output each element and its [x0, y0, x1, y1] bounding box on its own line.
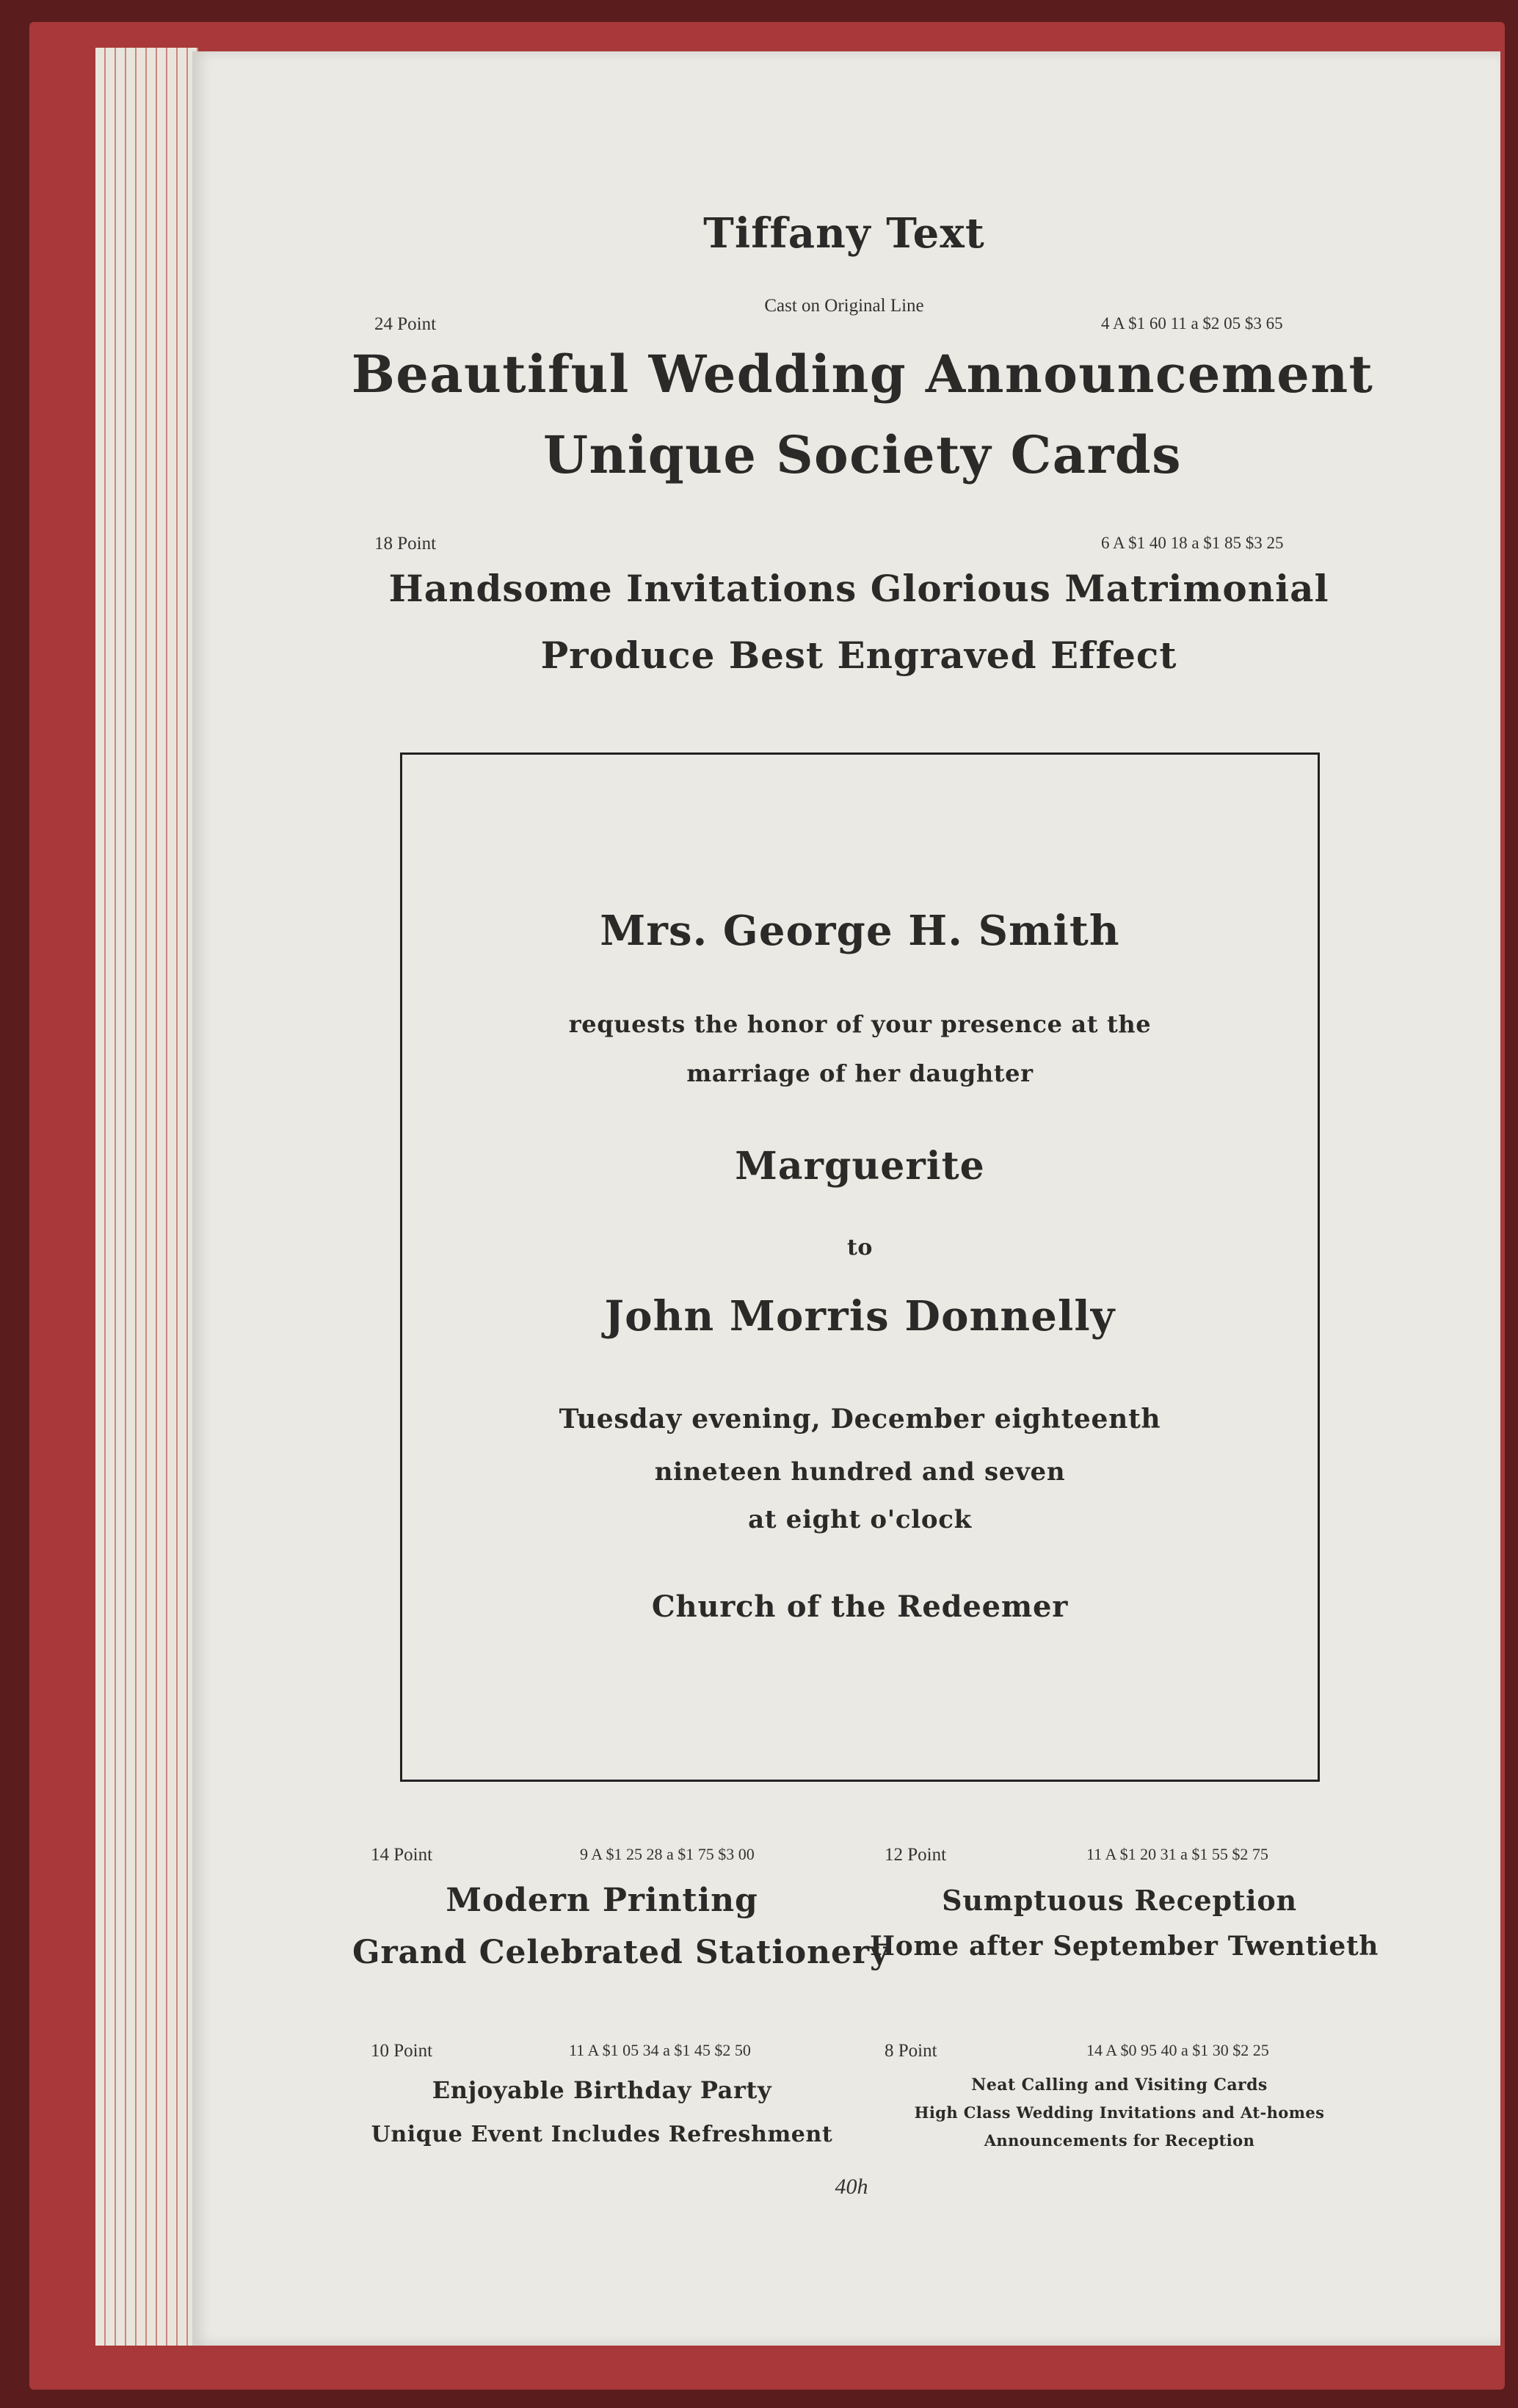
- invitation-groom: John Morris Donnelly: [604, 1292, 1116, 1341]
- size-10-line-1: Enjoyable Birthday Party: [432, 2076, 772, 2104]
- size-12-line-2: Home after September Twentieth: [870, 1931, 1379, 1962]
- size-24-prices: 4 A $1 60 11 a $2 05 $3 65: [1101, 314, 1283, 333]
- size-8-line-1: Neat Calling and Visiting Cards: [971, 2075, 1268, 2095]
- size-8-line-2: High Class Wedding Invitations and At-homes: [914, 2103, 1325, 2122]
- size-12-line-1: Sumptuous Reception: [942, 1884, 1297, 1917]
- size-8-line-3: Announcements for Reception: [984, 2131, 1255, 2150]
- size-18-prices: 6 A $1 40 18 a $1 85 $3 25: [1101, 534, 1284, 552]
- page-edges: [95, 48, 198, 2346]
- page-number: 40h: [835, 2175, 868, 2199]
- invitation-date-line-1: Tuesday evening, December eighteenth: [559, 1404, 1161, 1435]
- invitation-request-line-2: marriage of her daughter: [686, 1059, 1034, 1087]
- size-18-line-2: Produce Best Engraved Effect: [540, 634, 1177, 677]
- size-8-prices: 14 A $0 95 40 a $1 30 $2 25: [1086, 2041, 1269, 2059]
- size-10-label: 10 Point: [371, 2041, 433, 2061]
- size-18-label: 18 Point: [374, 534, 437, 554]
- size-24-line-2: Unique Society Cards: [543, 424, 1182, 485]
- size-14-prices: 9 A $1 25 28 a $1 75 $3 00: [580, 1845, 755, 1863]
- invitation-date-line-2: nineteen hundred and seven: [654, 1457, 1066, 1487]
- invitation-to: to: [846, 1235, 874, 1261]
- page-title: Tiffany Text: [703, 209, 985, 258]
- invitation-host: Mrs. George H. Smith: [600, 907, 1120, 955]
- size-12-prices: 11 A $1 20 31 a $1 55 $2 75: [1086, 1845, 1268, 1863]
- invitation-place: Church of the Redeemer: [651, 1589, 1069, 1624]
- size-14-label: 14 Point: [371, 1845, 433, 1865]
- invitation-bride: Marguerite: [735, 1144, 985, 1189]
- invitation-date-line-3: at eight o'clock: [748, 1505, 972, 1534]
- size-18-line-1: Handsome Invitations Glorious Matrimonial: [388, 567, 1329, 610]
- size-24-label: 24 Point: [374, 314, 437, 334]
- size-12-label: 12 Point: [885, 1845, 947, 1865]
- size-10-line-2: Unique Event Includes Refreshment: [371, 2122, 833, 2147]
- size-8-label: 8 Point: [885, 2041, 937, 2061]
- size-10-prices: 11 A $1 05 34 a $1 45 $2 50: [569, 2041, 751, 2059]
- size-24-line-1: Beautiful Wedding Announcement: [351, 344, 1374, 405]
- size-14-line-1: Modern Printing: [446, 1882, 758, 1919]
- invitation-request-line-1: requests the honor of your presence at the: [568, 1010, 1152, 1038]
- size-14-line-2: Grand Celebrated Stationery: [352, 1934, 890, 1971]
- cast-line: Cast on Original Line: [764, 296, 924, 316]
